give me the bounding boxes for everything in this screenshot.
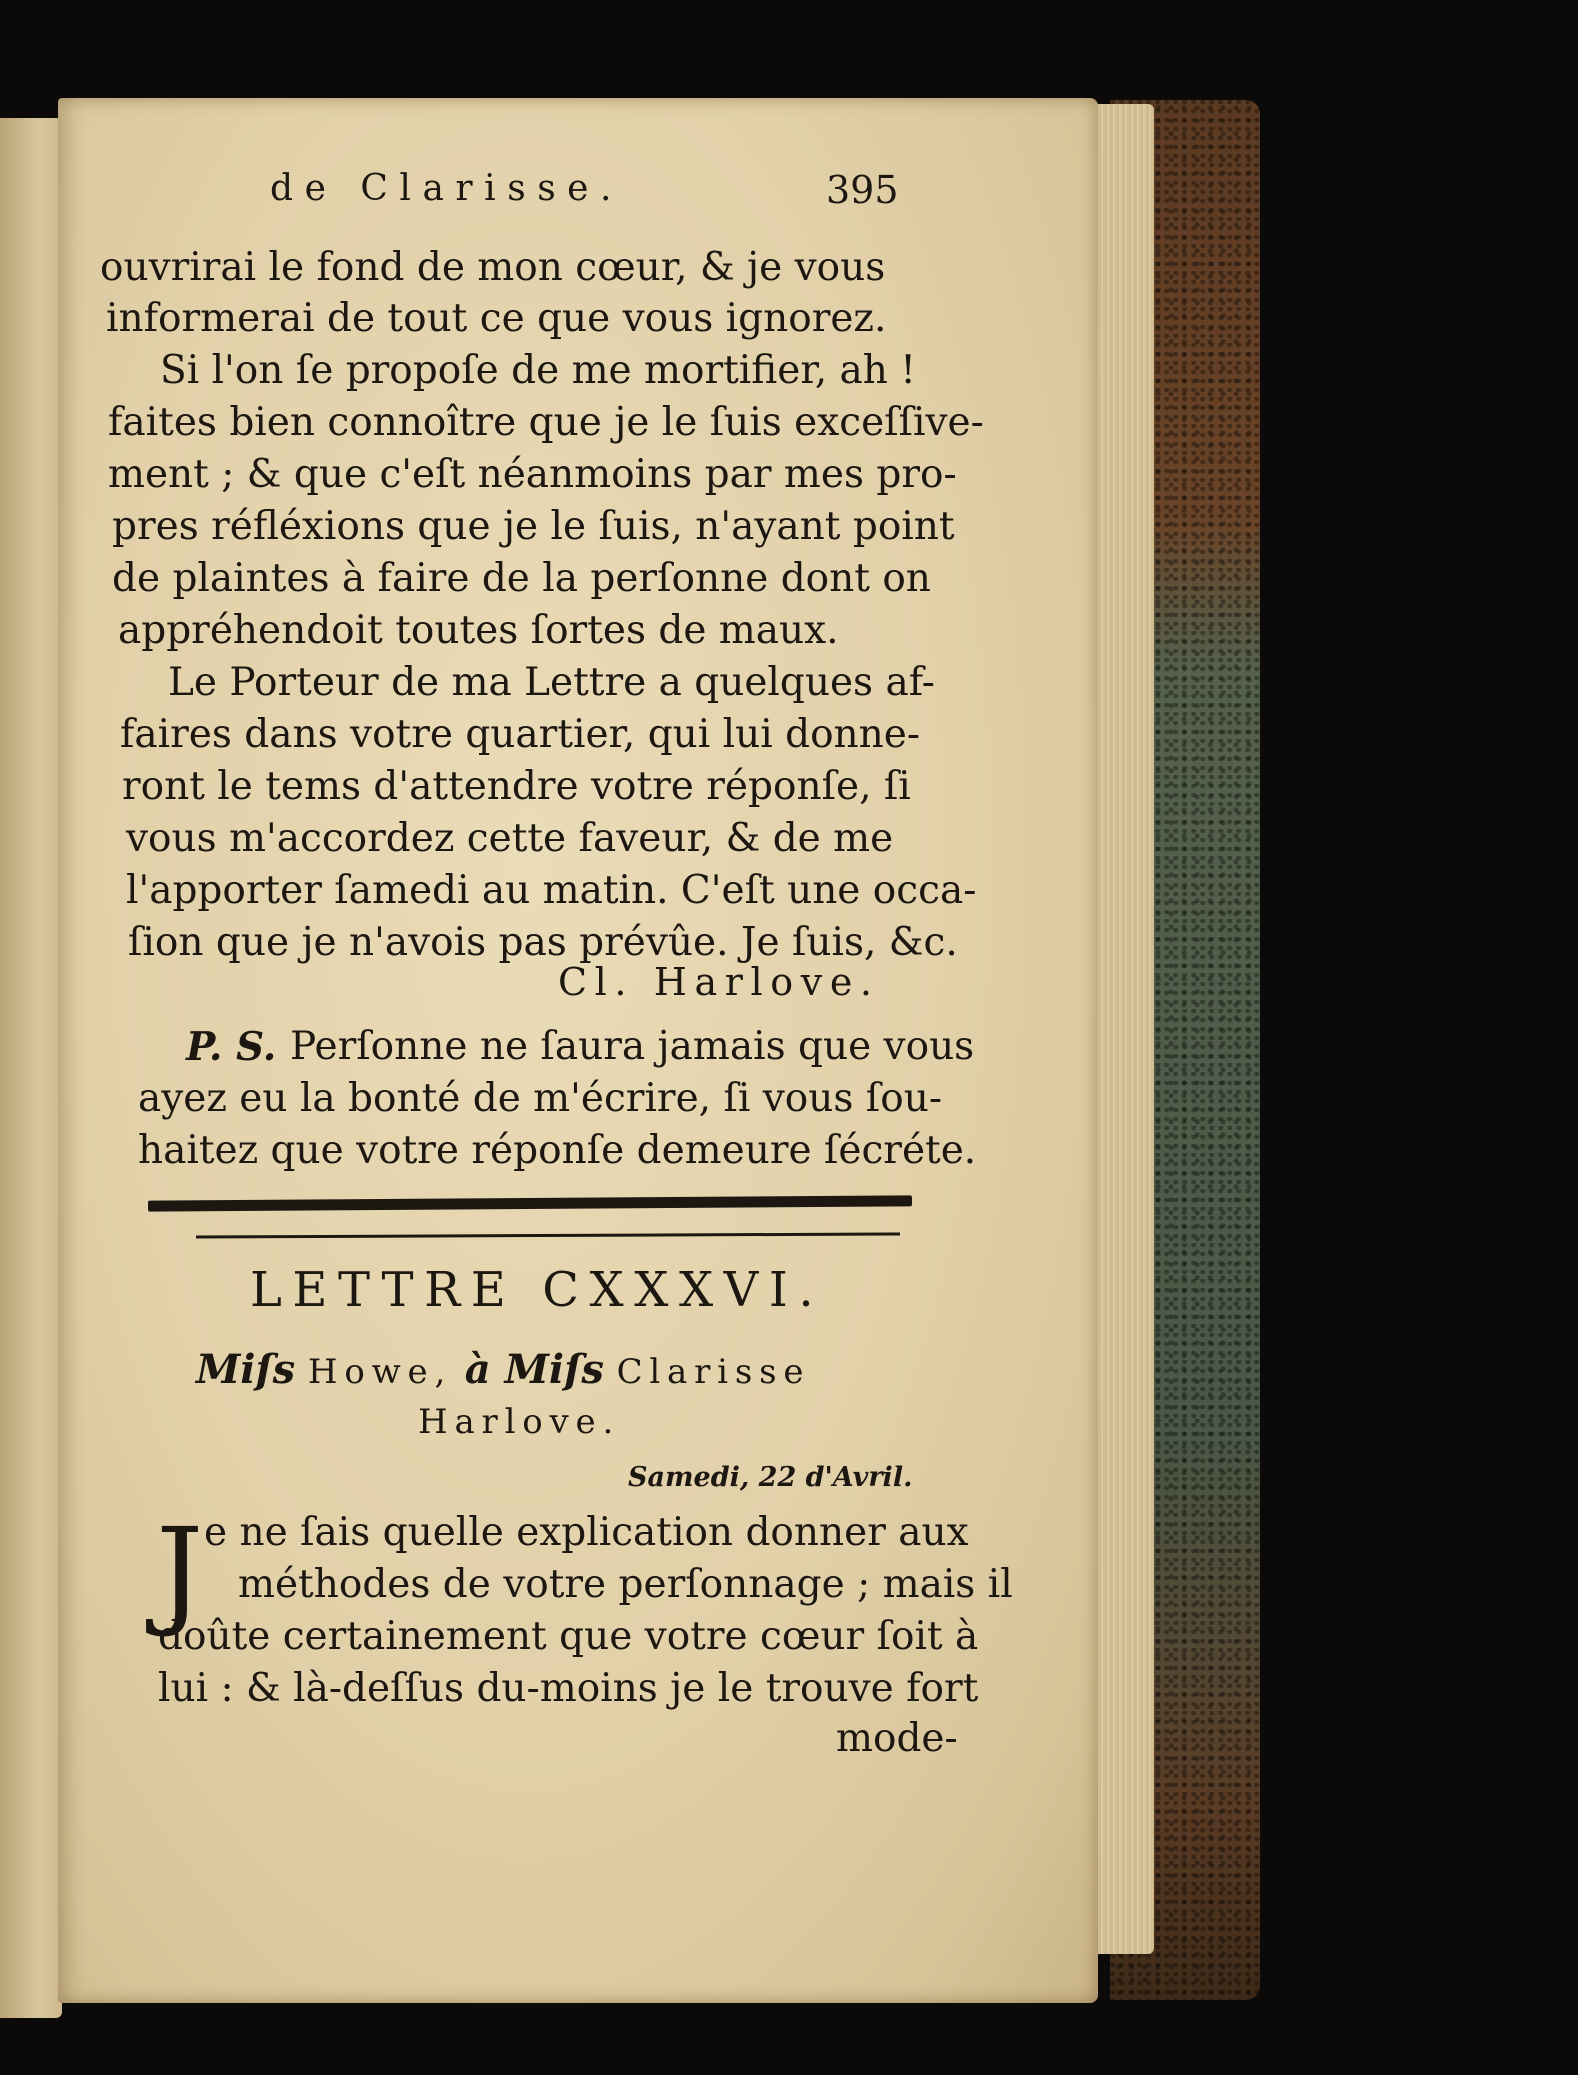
- body-line: ront le tems d'attendre votre réponſe, ſi: [122, 764, 911, 809]
- from-prefix: Miſs: [196, 1346, 296, 1393]
- body-line: l'apporter ſamedi au matin. C'eſt une occa-: [126, 868, 977, 913]
- body-line: ſion que je n'avois pas prévûe. Je ſuis, &c.: [128, 920, 958, 965]
- postscript-line: ayez eu la bonté de m'écrire, ſi vous ſou-: [138, 1076, 942, 1121]
- to-name-continued: Harlove.: [418, 1402, 621, 1442]
- body-line: informerai de tout ce que vous ignorez.: [106, 296, 887, 341]
- body-line: ment ; & que c'eſt néanmoins par mes pro-: [108, 452, 957, 497]
- from-name: Howe,: [307, 1352, 453, 1392]
- letter-line: mode-: [836, 1716, 958, 1761]
- left-page-edge: [0, 118, 62, 2018]
- page-number: 395: [826, 168, 899, 212]
- body-line: de plaintes à faire de la perſonne dont on: [112, 556, 931, 601]
- letter-line: lui : & là-deſſus du-moins je le trouve fort: [158, 1666, 979, 1711]
- signature: Cl. Harlove.: [558, 960, 880, 1004]
- postscript-label: P. S.: [186, 1024, 277, 1070]
- running-header: de Clarisse.: [270, 168, 623, 209]
- postscript-line: haitez que votre réponſe demeure ſécréte.: [138, 1128, 977, 1173]
- letter-line: méthodes de votre perſonnage ; mais il: [238, 1562, 1013, 1607]
- body-line: faites bien connoître que je le ſuis exceſſive-: [108, 400, 984, 445]
- body-line: ouvrirai le fond de mon cœur, & je vous: [100, 245, 886, 290]
- body-line: appréhendoit toutes ſortes de maux.: [118, 608, 839, 653]
- to-name: Clarisse: [616, 1352, 811, 1392]
- letter-address: [196, 1346, 810, 1393]
- body-line: vous m'accordez cette faveur, & de me: [126, 816, 894, 861]
- letter-title: LETTRE CXXXVI.: [250, 1262, 825, 1318]
- to-prefix: à Miſs: [464, 1346, 604, 1393]
- body-line: Si l'on ſe propoſe de me mortifier, ah !: [160, 348, 916, 393]
- body-line: faires dans votre quartier, qui lui donne-: [120, 712, 921, 757]
- drop-cap: J: [156, 1502, 204, 1640]
- letter-date: Samedi, 22 d'Avril.: [628, 1462, 913, 1493]
- body-line: pres réfléxions que je le ſuis, n'ayant point: [112, 504, 955, 549]
- letter-line: doûte certainement que votre cœur ſoit à: [158, 1614, 979, 1659]
- letter-line: e ne ſais quelle explication donner aux: [204, 1510, 969, 1555]
- postscript-line: Perſonne ne ſaura jamais que vous: [290, 1024, 975, 1069]
- body-line: Le Porteur de ma Lettre a quelques af-: [168, 660, 935, 705]
